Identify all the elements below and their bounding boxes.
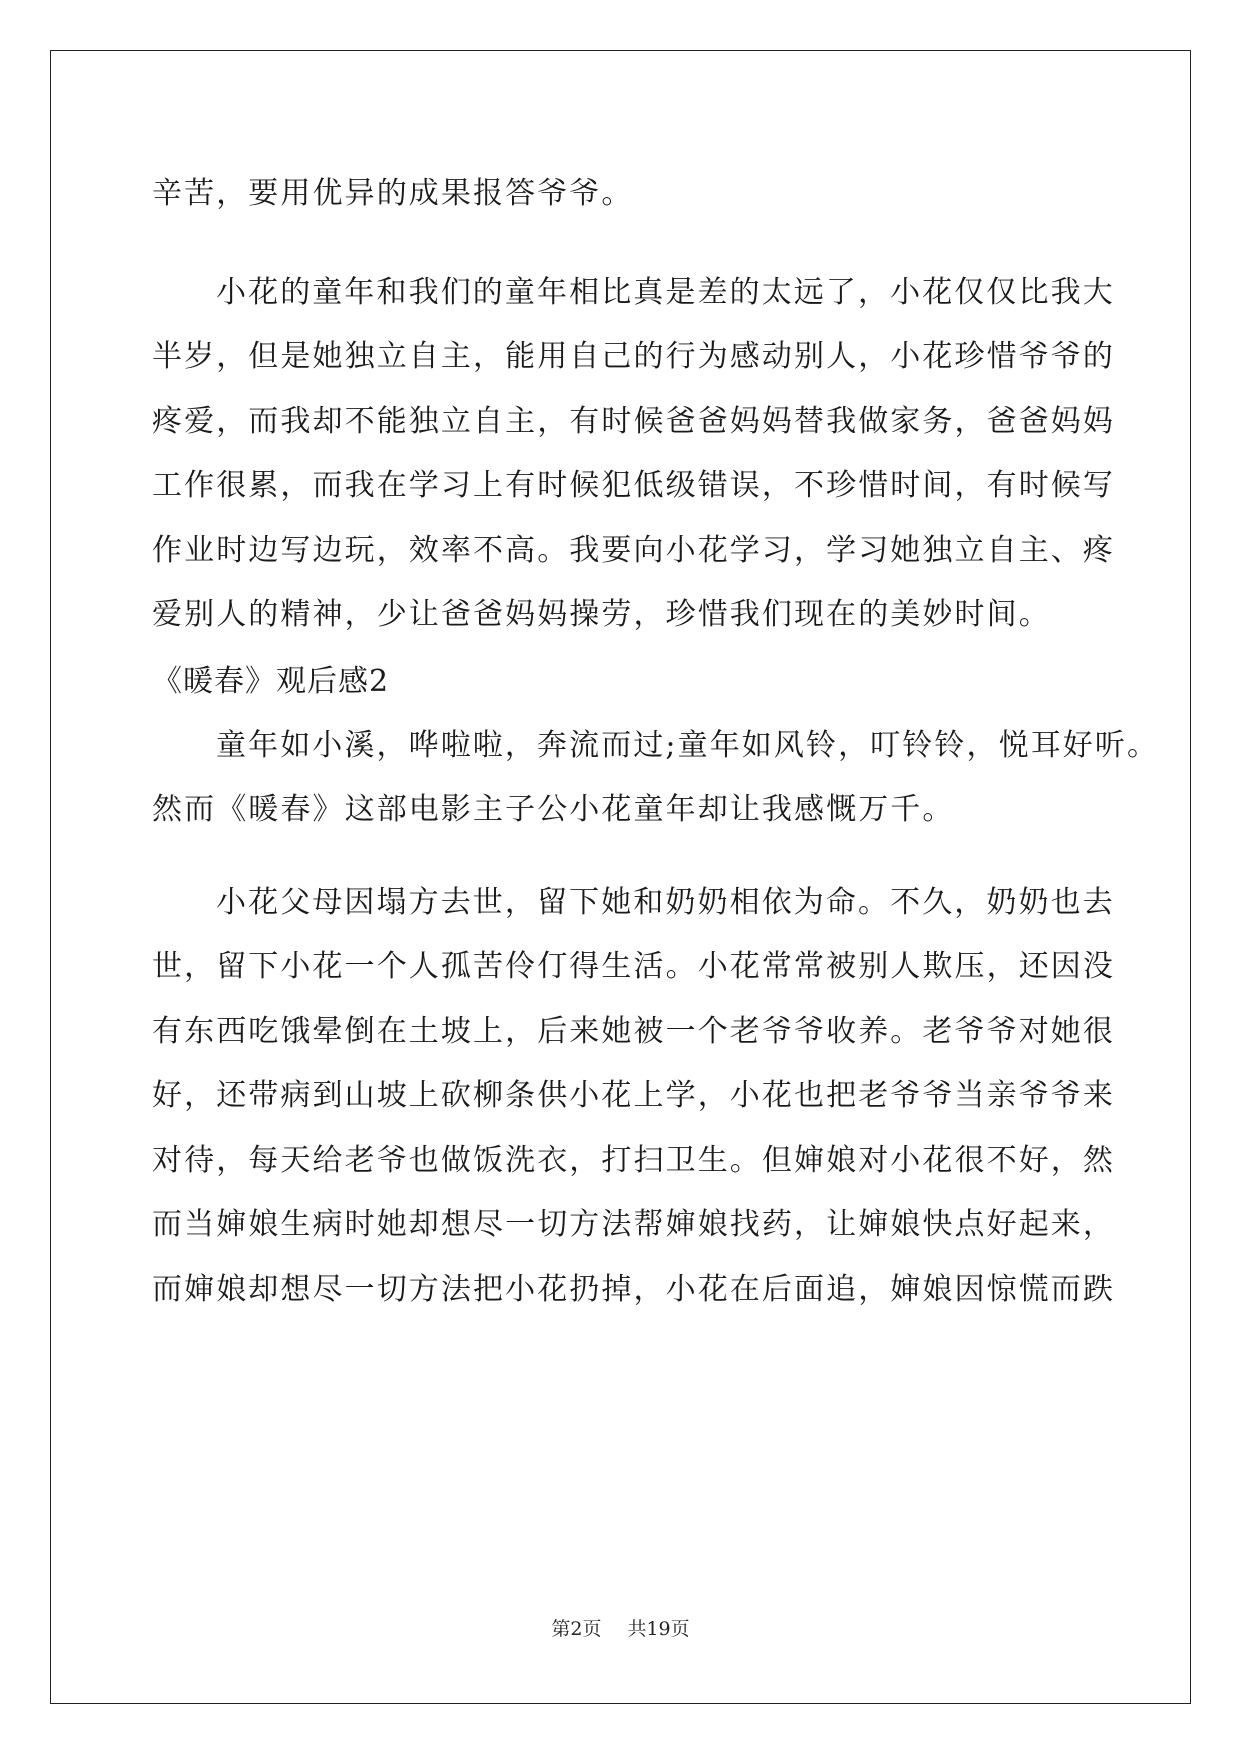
text-line: 童年如小溪，哗啦啦，奔流而过;童年如风铃，叮铃铃，悦耳好听。 [216, 727, 1160, 763]
text-line: 疼爱，而我却不能独立自主，有时候爸爸妈妈替我做家务，爸爸妈妈 [152, 403, 1115, 439]
page-footer [0, 1614, 1241, 1641]
text-line: 爱别人的精神，少让爸爸妈妈操劳，珍惜我们现在的美妙时间。 [152, 597, 1051, 632]
text-line: 工作很累，而我在学习上有时候犯低级错误，不珍惜时间，有时候写 [152, 468, 1115, 503]
text-line: 作业时边写边玩，效率不高。我要向小花学习，学习她独立自主、疼 [152, 532, 1115, 568]
paragraph [152, 871, 1115, 1323]
text-line: 世，留下小花一个人孤苦伶仃得生活。小花常常被别人欺压，还因没 [152, 949, 1115, 984]
section-heading: 《暖春》观后感2 [152, 663, 390, 699]
page-number: 第2页 [551, 1618, 602, 1640]
text-line: 半岁，但是她独立自主，能用自己的行为感动别人，小花珍惜爷爷的 [152, 339, 1115, 374]
text-line: 而婶娘却想尽一切方法把小花扔掉，小花在后面追，婶娘因惊慌而跌 [152, 1271, 1115, 1307]
paragraph [152, 162, 1092, 227]
text-line: 而当婶娘生病时她却想尽一切方法帮婶娘找药，让婶娘快点好起来， [152, 1207, 1115, 1242]
paragraph [152, 261, 1115, 648]
paragraph [152, 714, 1160, 843]
text-line: 有东西吃饿晕倒在土坡上，后来她被一个老爷爷收养。老爷爷对她很 [152, 1013, 1115, 1049]
text-line: 对待，每天给老爷也做饭洗衣，打扫卫生。但婶娘对小花很不好，然 [152, 1142, 1115, 1178]
text-line: 小花父母因塌方去世，留下她和奶奶相依为命。不久，奶奶也去 [216, 884, 1115, 920]
text-line: 辛苦，要用优异的成果报答爷爷。 [152, 176, 634, 211]
text-line: 然而《暖春》这部电影主子公小花童年却让我感慨万千。 [152, 792, 955, 827]
page-total: 共19页 [627, 1618, 690, 1640]
text-line: 小花的童年和我们的童年相比真是差的太远了，小花仅仅比我大 [216, 274, 1115, 310]
document-body [152, 162, 1160, 1322]
text-line: 好，还带病到山坡上砍柳条供小花上学，小花也把老爷爷当亲爷爷来 [152, 1078, 1115, 1113]
